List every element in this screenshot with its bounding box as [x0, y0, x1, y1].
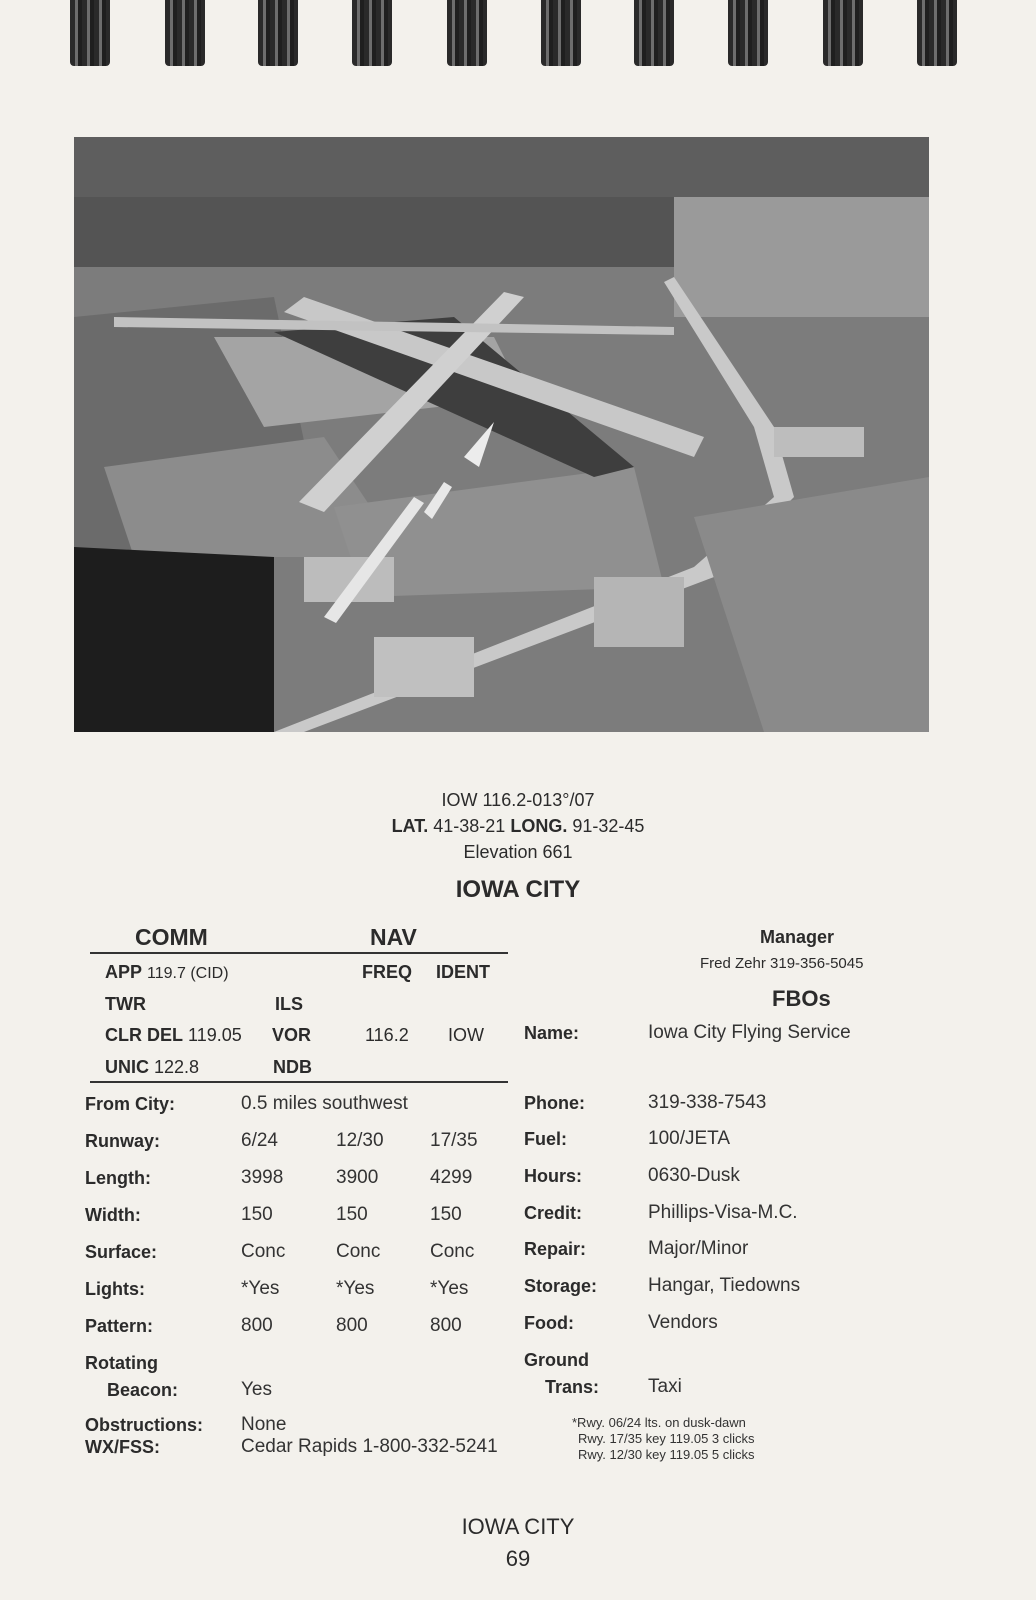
clr-label: CLR DEL [105, 1025, 183, 1045]
ground-value: Taxi [648, 1376, 682, 1397]
fbo-label: Food: [524, 1313, 574, 1333]
vor-freq: 116.2 [365, 1025, 409, 1045]
wx-label: WX/FSS: [85, 1437, 160, 1457]
obstructions-value: None [241, 1414, 287, 1435]
binding-ring [541, 0, 581, 66]
cell: Conc [336, 1241, 381, 1262]
beacon-label-1: Rotating [85, 1353, 158, 1373]
fbo-label: Hours: [524, 1166, 582, 1186]
vor-ident: IOW [448, 1025, 484, 1045]
fbo-value: Vendors [648, 1312, 718, 1333]
vor-label: VOR [272, 1025, 312, 1045]
row-label: Surface: [85, 1242, 158, 1262]
spiral-binding [0, 0, 1036, 70]
fbo-value: Major/Minor [648, 1238, 749, 1259]
row-label: Length: [85, 1168, 151, 1188]
row-label: Runway: [85, 1131, 161, 1151]
ils-label: ILS [275, 994, 304, 1014]
cell: Conc [430, 1241, 475, 1262]
app-value: 119.7 (CID) [147, 965, 229, 982]
fbo-value: Iowa City Flying Service [648, 1022, 851, 1043]
binding-ring [728, 0, 768, 66]
ground-label-1: Ground [524, 1350, 589, 1370]
cell: 3998 [241, 1167, 284, 1188]
beacon-value: Yes [241, 1379, 272, 1400]
cell: *Yes [430, 1278, 469, 1299]
twr-label: TWR [105, 994, 146, 1014]
binding-ring [258, 0, 298, 66]
fbo-title: FBOs [772, 986, 831, 1011]
fbo-value: 0630-Dusk [648, 1165, 740, 1186]
page-number: 69 [505, 1546, 531, 1571]
row-label: Pattern: [85, 1316, 154, 1336]
city-title: IOWA CITY [455, 876, 581, 903]
cell: 800 [241, 1315, 273, 1336]
fbo-label: Name: [524, 1023, 580, 1043]
cell: Conc [241, 1241, 286, 1262]
binding-ring [447, 0, 487, 66]
cell: 150 [241, 1204, 273, 1225]
cell: *Yes [336, 1278, 375, 1299]
cell: 800 [430, 1315, 462, 1336]
manager-name: Fred Zehr 319-356-5045 [700, 955, 864, 972]
elevation: Elevation 661 [463, 842, 573, 862]
lat-long-line [0, 816, 1036, 837]
lat-value: 41-38-21 [433, 816, 506, 836]
fbo-value: Phillips-Visa-M.C. [648, 1202, 798, 1223]
fbo-label: Credit: [524, 1203, 582, 1223]
cell: *Yes [241, 1278, 280, 1299]
cell: 6/24 [241, 1130, 278, 1151]
cell: 3900 [336, 1167, 379, 1188]
long-label: LONG. [510, 816, 568, 836]
row-label: Width: [85, 1205, 141, 1225]
divider-bottom [90, 1081, 508, 1083]
fbo-label: Fuel: [524, 1129, 567, 1149]
vor-info: IOW 116.2-013°/07 [441, 790, 595, 810]
cell: 12/30 [336, 1130, 384, 1151]
ident-label: IDENT [436, 962, 490, 982]
ndb-label: NDB [273, 1057, 312, 1077]
binding-ring [70, 0, 110, 66]
cell: 17/35 [430, 1130, 478, 1151]
divider-top [90, 952, 508, 954]
unic-value: 122.8 [154, 1057, 200, 1077]
from-city-label: From City: [85, 1094, 175, 1114]
unic-label: UNIC [105, 1057, 149, 1077]
aerial-airport-photo [74, 137, 929, 732]
fbo-value: 100/JETA [648, 1128, 731, 1149]
row-label: Lights: [85, 1279, 145, 1299]
unic-row [105, 1057, 199, 1078]
note-line: *Rwy. 06/24 lts. on dusk-dawn [572, 1415, 746, 1430]
fbo-label: Phone: [524, 1093, 585, 1113]
clr-row [105, 1025, 242, 1046]
long-value: 91-32-45 [572, 816, 645, 836]
cell: 150 [430, 1204, 462, 1225]
fbo-value: 319-338-7543 [648, 1092, 767, 1113]
footer-city: IOWA CITY [461, 1514, 575, 1539]
from-city-value: 0.5 miles southwest [241, 1093, 408, 1114]
note-line: Rwy. 17/35 key 119.05 3 clicks [578, 1431, 755, 1446]
runway-notes [572, 1415, 755, 1463]
fbo-label: Repair: [524, 1239, 587, 1259]
obstructions-label: Obstructions: [85, 1415, 204, 1435]
lat-label: LAT. [391, 816, 429, 836]
nav-title: NAV [370, 924, 417, 950]
note-line: Rwy. 12/30 key 119.05 5 clicks [578, 1447, 755, 1462]
binding-ring [634, 0, 674, 66]
wx-value: Cedar Rapids 1-800-332-5241 [241, 1436, 498, 1457]
cell: 800 [336, 1315, 368, 1336]
freq-label: FREQ [362, 962, 413, 982]
binding-ring [352, 0, 392, 66]
binding-ring [917, 0, 957, 66]
comm-title: COMM [135, 924, 208, 950]
binding-ring [165, 0, 205, 66]
ground-label-2: Trans: [545, 1377, 600, 1397]
manager-title: Manager [760, 927, 835, 947]
clr-value: 119.05 [188, 1025, 242, 1045]
fbo-value: Hangar, Tiedowns [648, 1275, 801, 1296]
app-label: APP [105, 962, 143, 982]
app-row [105, 962, 229, 983]
cell: 150 [336, 1204, 368, 1225]
cell: 4299 [430, 1167, 473, 1188]
binding-ring [823, 0, 863, 66]
fbo-label: Storage: [524, 1276, 598, 1296]
beacon-label-2: Beacon: [107, 1380, 179, 1400]
